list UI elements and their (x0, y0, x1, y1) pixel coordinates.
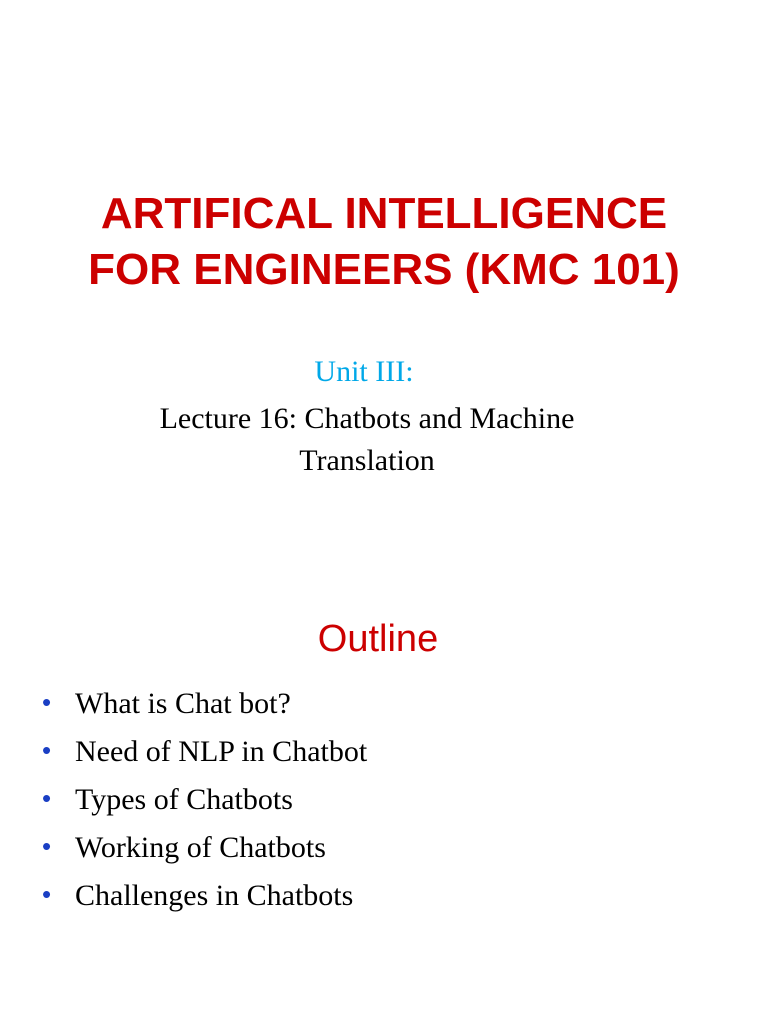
bullet-icon: • (42, 879, 52, 909)
bullet-icon: • (42, 735, 52, 765)
outline-heading: Outline (317, 618, 439, 660)
slide-title-line-1: ARTIFICAL INTELLIGENCE (100, 189, 668, 238)
outline-item-text: Working of Chatbots (75, 831, 326, 864)
outline-item-text: Need of NLP in Chatbot (75, 735, 368, 768)
outline-item-text: Challenges in Chatbots (75, 879, 354, 912)
lecture-subtitle-line-2: Translation (299, 444, 435, 477)
lecture-subtitle (0, 398, 734, 482)
lecture-subtitle-line-1: Lecture 16: Chatbots and Machine (159, 402, 575, 435)
outline-item-text: What is Chat bot? (75, 687, 291, 720)
slide-title-line-2: FOR ENGINEERS (KMC 101) (88, 245, 680, 294)
slide-title (0, 186, 768, 298)
bullet-icon: • (42, 687, 52, 717)
unit-label: Unit III: (314, 355, 414, 388)
bullet-icon: • (42, 831, 52, 861)
bullet-icon: • (42, 783, 52, 813)
outline-item-text: Types of Chatbots (75, 783, 293, 816)
